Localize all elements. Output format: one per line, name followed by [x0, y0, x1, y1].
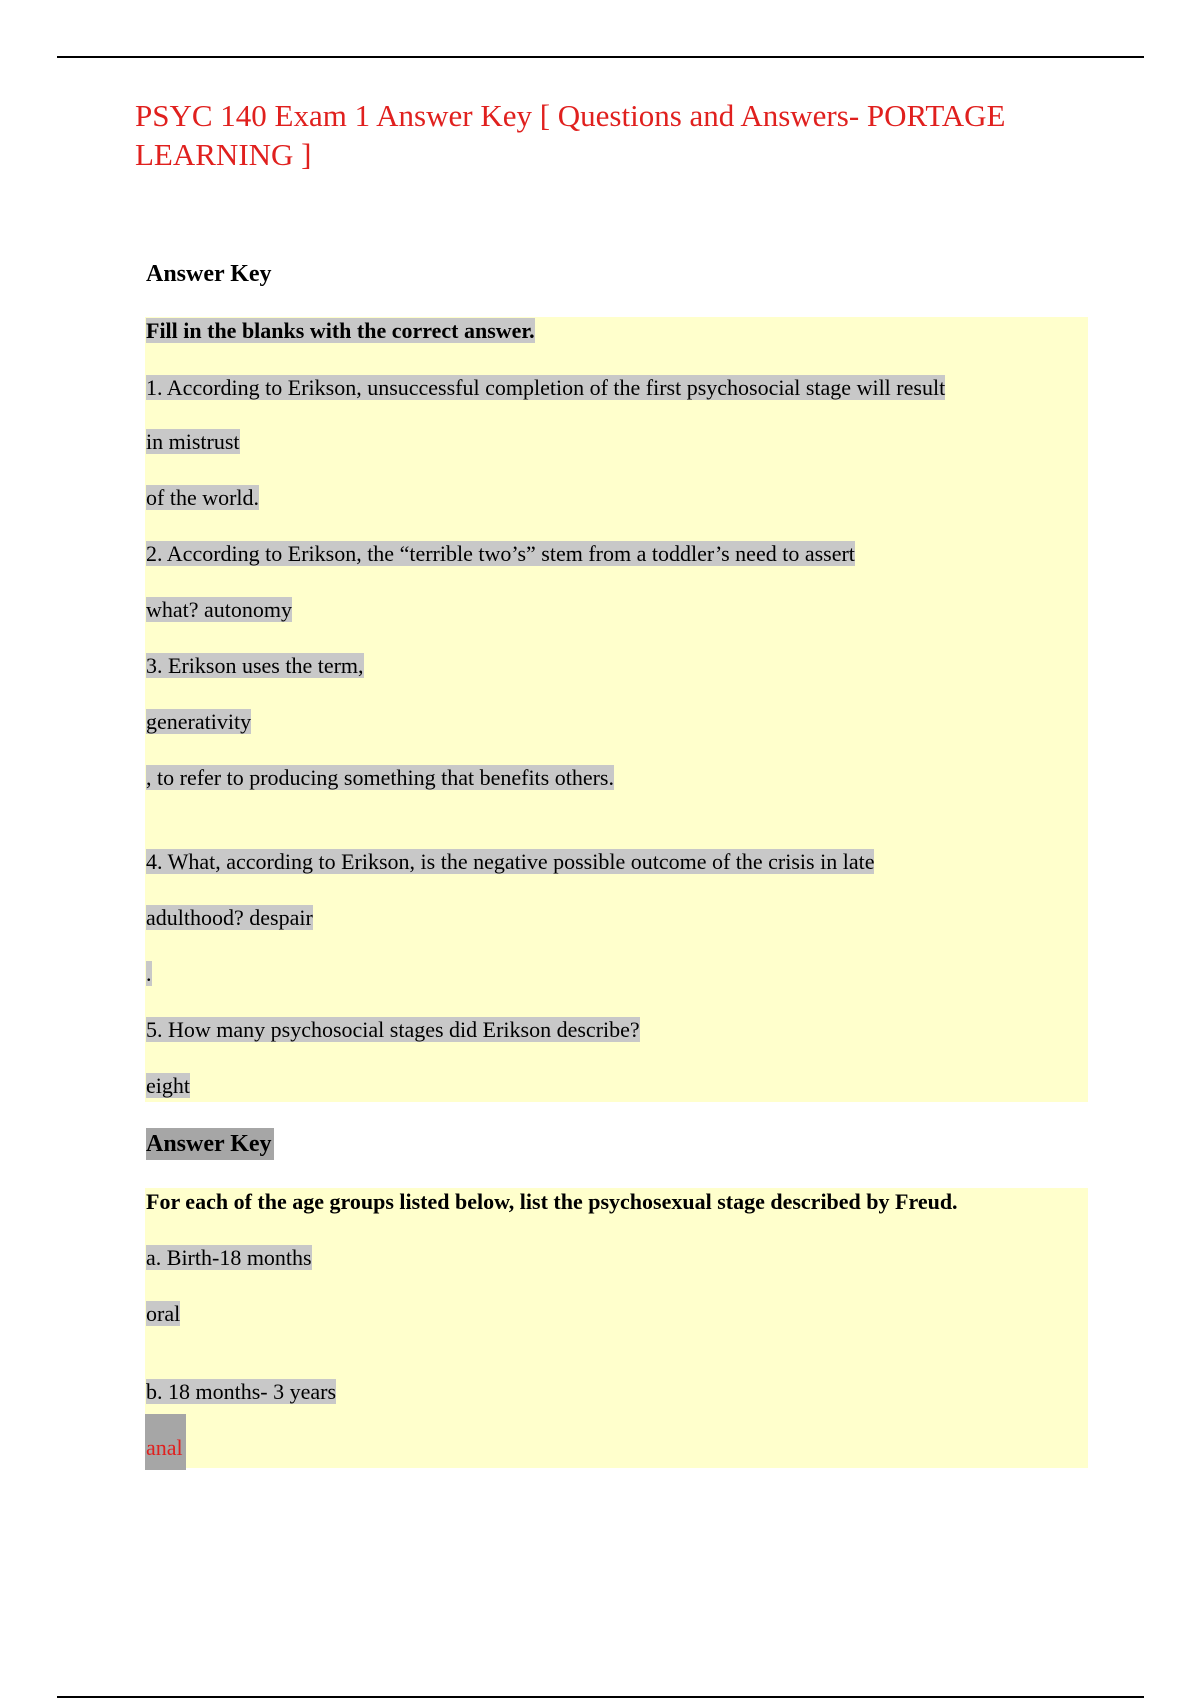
- section1-instruction: Fill in the blanks with the correct answer.: [146, 318, 535, 343]
- question-2-answer: what? autonomy: [146, 597, 293, 622]
- question-1-answer: in mistrust: [146, 429, 240, 454]
- section2-heading: Answer Key: [146, 1128, 274, 1160]
- question-4-answer: adulthood? despair: [146, 905, 313, 930]
- top-rule: [57, 56, 1144, 58]
- item-b-answer: anal: [146, 1435, 183, 1460]
- item-a-answer: oral: [146, 1301, 181, 1326]
- question-4-line: 4. What, according to Erikson, is the negative possible outcome of the crisis in late: [146, 849, 875, 874]
- question-3-line: 3. Erikson uses the term,: [146, 653, 364, 678]
- section2-instruction: For each of the age groups listed below, list the psychosexual stage described by Freud.: [146, 1189, 958, 1214]
- section1-heading: Answer Key: [146, 261, 272, 287]
- document-title: PSYC 140 Exam 1 Answer Key [ Questions and Answers- PORTAGE LEARNING ]: [135, 98, 1006, 172]
- question-1-line: 1. According to Erikson, unsuccessful completion of the first psychosocial stage will result: [146, 375, 946, 400]
- question-1-continuation: of the world.: [146, 485, 260, 510]
- bottom-rule: [57, 1696, 1144, 1698]
- question-5-answer: eight: [146, 1073, 190, 1098]
- question-4-continuation: .: [146, 961, 152, 986]
- question-5-line: 5. How many psychosocial stages did Erikson describe?: [146, 1017, 640, 1042]
- section1-panel: [145, 317, 1088, 1102]
- item-b-label: b. 18 months- 3 years: [146, 1379, 337, 1404]
- question-3-continuation: , to refer to producing something that benefits others.: [146, 765, 614, 790]
- question-3-answer: generativity: [146, 709, 252, 734]
- item-a-label: a. Birth-18 months: [146, 1245, 312, 1270]
- question-2-line: 2. According to Erikson, the “terrible two’s” stem from a toddler’s need to assert: [146, 541, 855, 566]
- section2-panel: [145, 1188, 1088, 1468]
